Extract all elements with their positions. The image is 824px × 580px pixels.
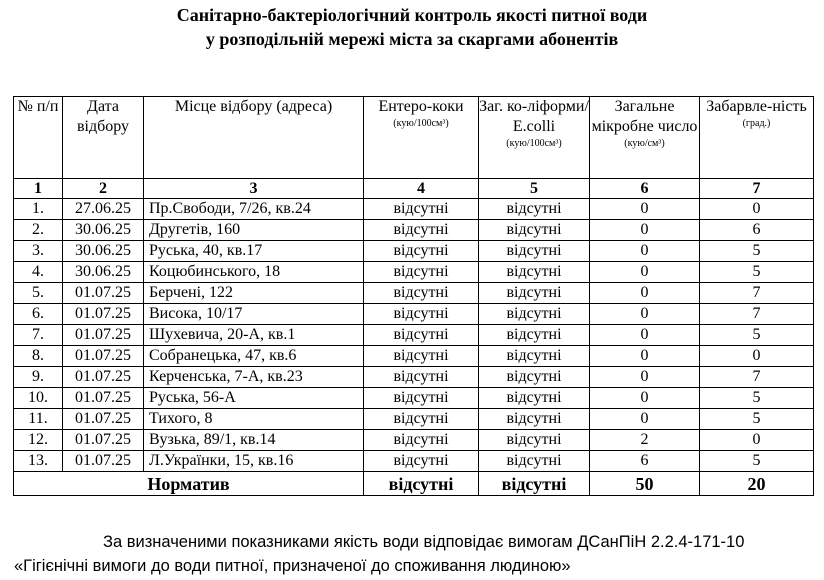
cell-date: 01.07.25 (63, 388, 144, 409)
document-title-line-2: у розподільній мережі міста за скаргами абонентів (205, 29, 619, 49)
cell-number: 4. (14, 262, 63, 283)
cell-date: 30.06.25 (63, 241, 144, 262)
column-number: 7 (700, 179, 814, 199)
cell-color: 5 (700, 451, 814, 472)
table-row (14, 262, 814, 283)
cell-number: 10. (14, 388, 63, 409)
cell-color: 7 (700, 304, 814, 325)
cell-number: 3. (14, 241, 63, 262)
cell-number: 8. (14, 346, 63, 367)
cell-microbial-count: 0 (590, 304, 700, 325)
cell-microbial-count: 0 (590, 220, 700, 241)
cell-address: Л.Українки, 15, кв.16 (144, 451, 364, 472)
cell-microbial-count: 0 (590, 409, 700, 430)
cell-date: 01.07.25 (63, 430, 144, 451)
table-row (14, 388, 814, 409)
cell-microbial-count: 0 (590, 283, 700, 304)
cell-date: 01.07.25 (63, 283, 144, 304)
header-enterococci: Ентеро-коки (кую/100см³) (364, 97, 479, 179)
cell-address: Шухевича, 20-А, кв.1 (144, 325, 364, 346)
cell-coliforms: відсутні (479, 199, 590, 220)
cell-enterococci: відсутні (364, 346, 479, 367)
cell-address: Коцюбинського, 18 (144, 262, 364, 283)
cell-microbial-count: 0 (590, 199, 700, 220)
table-row (14, 430, 814, 451)
table-row (14, 367, 814, 388)
header-color: Забарвле-ність (град.) (700, 97, 814, 179)
cell-address: Висока, 10/17 (144, 304, 364, 325)
table-header-row (14, 97, 814, 179)
cell-color: 7 (700, 367, 814, 388)
cell-enterococci: відсутні (364, 220, 479, 241)
cell-microbial-count: 0 (590, 367, 700, 388)
cell-microbial-count: 0 (590, 346, 700, 367)
cell-number: 11. (14, 409, 63, 430)
cell-enterococci: відсутні (364, 409, 479, 430)
cell-address: Берчені, 122 (144, 283, 364, 304)
cell-date: 01.07.25 (63, 409, 144, 430)
cell-color: 5 (700, 241, 814, 262)
norm-enterococci: відсутні (364, 472, 479, 496)
cell-number: 5. (14, 283, 63, 304)
norm-label: Норматив (14, 472, 364, 496)
column-number: 3 (144, 179, 364, 199)
cell-microbial-count: 0 (590, 388, 700, 409)
cell-enterococci: відсутні (364, 367, 479, 388)
header-unit: (кую/100см³) (506, 138, 562, 149)
cell-address: Руська, 56-А (144, 388, 364, 409)
cell-coliforms: відсутні (479, 241, 590, 262)
table-row (14, 451, 814, 472)
cell-address: Собранецька, 47, кв.6 (144, 346, 364, 367)
table-row (14, 241, 814, 262)
cell-number: 1. (14, 199, 63, 220)
column-number: 1 (14, 179, 63, 199)
header-microbial-count: Загальне мікробне число (кую/см³) (590, 97, 700, 179)
cell-address: Пр.Свободи, 7/26, кв.24 (144, 199, 364, 220)
cell-number: 12. (14, 430, 63, 451)
cell-coliforms: відсутні (479, 346, 590, 367)
water-quality-table (13, 96, 814, 496)
table-row (14, 199, 814, 220)
document-title-line-1: Санітарно-бактеріологічний контроль якості питної води (176, 5, 648, 25)
cell-enterococci: відсутні (364, 325, 479, 346)
conclusion-line-2: «Гігієнічні вимоги до води питної, призначеної до споживання людиною» (14, 557, 571, 575)
table-row (14, 409, 814, 430)
cell-number: 6. (14, 304, 63, 325)
table-row (14, 304, 814, 325)
cell-enterococci: відсутні (364, 262, 479, 283)
cell-color: 0 (700, 430, 814, 451)
cell-date: 01.07.25 (63, 304, 144, 325)
column-number: 6 (590, 179, 700, 199)
cell-microbial-count: 0 (590, 262, 700, 283)
table-row (14, 325, 814, 346)
cell-coliforms: відсутні (479, 325, 590, 346)
cell-date: 01.07.25 (63, 346, 144, 367)
cell-microbial-count: 2 (590, 430, 700, 451)
cell-date: 30.06.25 (63, 262, 144, 283)
cell-coliforms: відсутні (479, 409, 590, 430)
cell-coliforms: відсутні (479, 388, 590, 409)
header-coliforms: Заг. ко-ліформи/ E.colli (кую/100см³) (479, 97, 590, 179)
cell-date: 01.07.25 (63, 325, 144, 346)
cell-address: Другетів, 160 (144, 220, 364, 241)
column-number-row (14, 179, 814, 199)
column-number: 4 (364, 179, 479, 199)
cell-date: 01.07.25 (63, 367, 144, 388)
cell-number: 2. (14, 220, 63, 241)
header-number: № п/п (14, 97, 63, 179)
cell-coliforms: відсутні (479, 262, 590, 283)
cell-color: 5 (700, 325, 814, 346)
cell-enterococci: відсутні (364, 283, 479, 304)
cell-coliforms: відсутні (479, 283, 590, 304)
cell-enterococci: відсутні (364, 199, 479, 220)
header-unit: (кую/100см³) (393, 118, 449, 129)
cell-number: 13. (14, 451, 63, 472)
cell-color: 0 (700, 199, 814, 220)
table-row (14, 346, 814, 367)
table-row (14, 283, 814, 304)
table-row (14, 220, 814, 241)
header-unit: (град.) (742, 118, 771, 129)
cell-coliforms: відсутні (479, 220, 590, 241)
cell-address: Руська, 40, кв.17 (144, 241, 364, 262)
header-date: Дата відбору (63, 97, 144, 179)
cell-color: 5 (700, 409, 814, 430)
cell-color: 5 (700, 262, 814, 283)
cell-microbial-count: 0 (590, 241, 700, 262)
cell-address: Керченська, 7-А, кв.23 (144, 367, 364, 388)
cell-date: 01.07.25 (63, 451, 144, 472)
cell-color: 5 (700, 388, 814, 409)
header-unit: (кую/см³) (624, 138, 665, 149)
cell-coliforms: відсутні (479, 304, 590, 325)
cell-color: 7 (700, 283, 814, 304)
column-number: 2 (63, 179, 144, 199)
cell-number: 7. (14, 325, 63, 346)
cell-color: 6 (700, 220, 814, 241)
cell-address: Тихого, 8 (144, 409, 364, 430)
cell-enterococci: відсутні (364, 451, 479, 472)
cell-microbial-count: 6 (590, 451, 700, 472)
cell-enterococci: відсутні (364, 430, 479, 451)
norm-row (14, 472, 814, 496)
cell-color: 0 (700, 346, 814, 367)
cell-microbial-count: 0 (590, 325, 700, 346)
cell-enterococci: відсутні (364, 241, 479, 262)
conclusion-line-1: За визначеними показниками якість води відповідає вимогам ДСанПіН 2.2.4-171-10 (103, 533, 745, 551)
cell-enterococci: відсутні (364, 304, 479, 325)
cell-number: 9. (14, 367, 63, 388)
cell-address: Вузька, 89/1, кв.14 (144, 430, 364, 451)
cell-coliforms: відсутні (479, 367, 590, 388)
column-number: 5 (479, 179, 590, 199)
cell-coliforms: відсутні (479, 430, 590, 451)
norm-microbial-count: 50 (590, 472, 700, 496)
cell-coliforms: відсутні (479, 451, 590, 472)
cell-enterococci: відсутні (364, 388, 479, 409)
cell-date: 30.06.25 (63, 220, 144, 241)
norm-coliforms: відсутні (479, 472, 590, 496)
norm-color: 20 (700, 472, 814, 496)
header-address: Місце відбору (адреса) (144, 97, 364, 179)
cell-date: 27.06.25 (63, 199, 144, 220)
